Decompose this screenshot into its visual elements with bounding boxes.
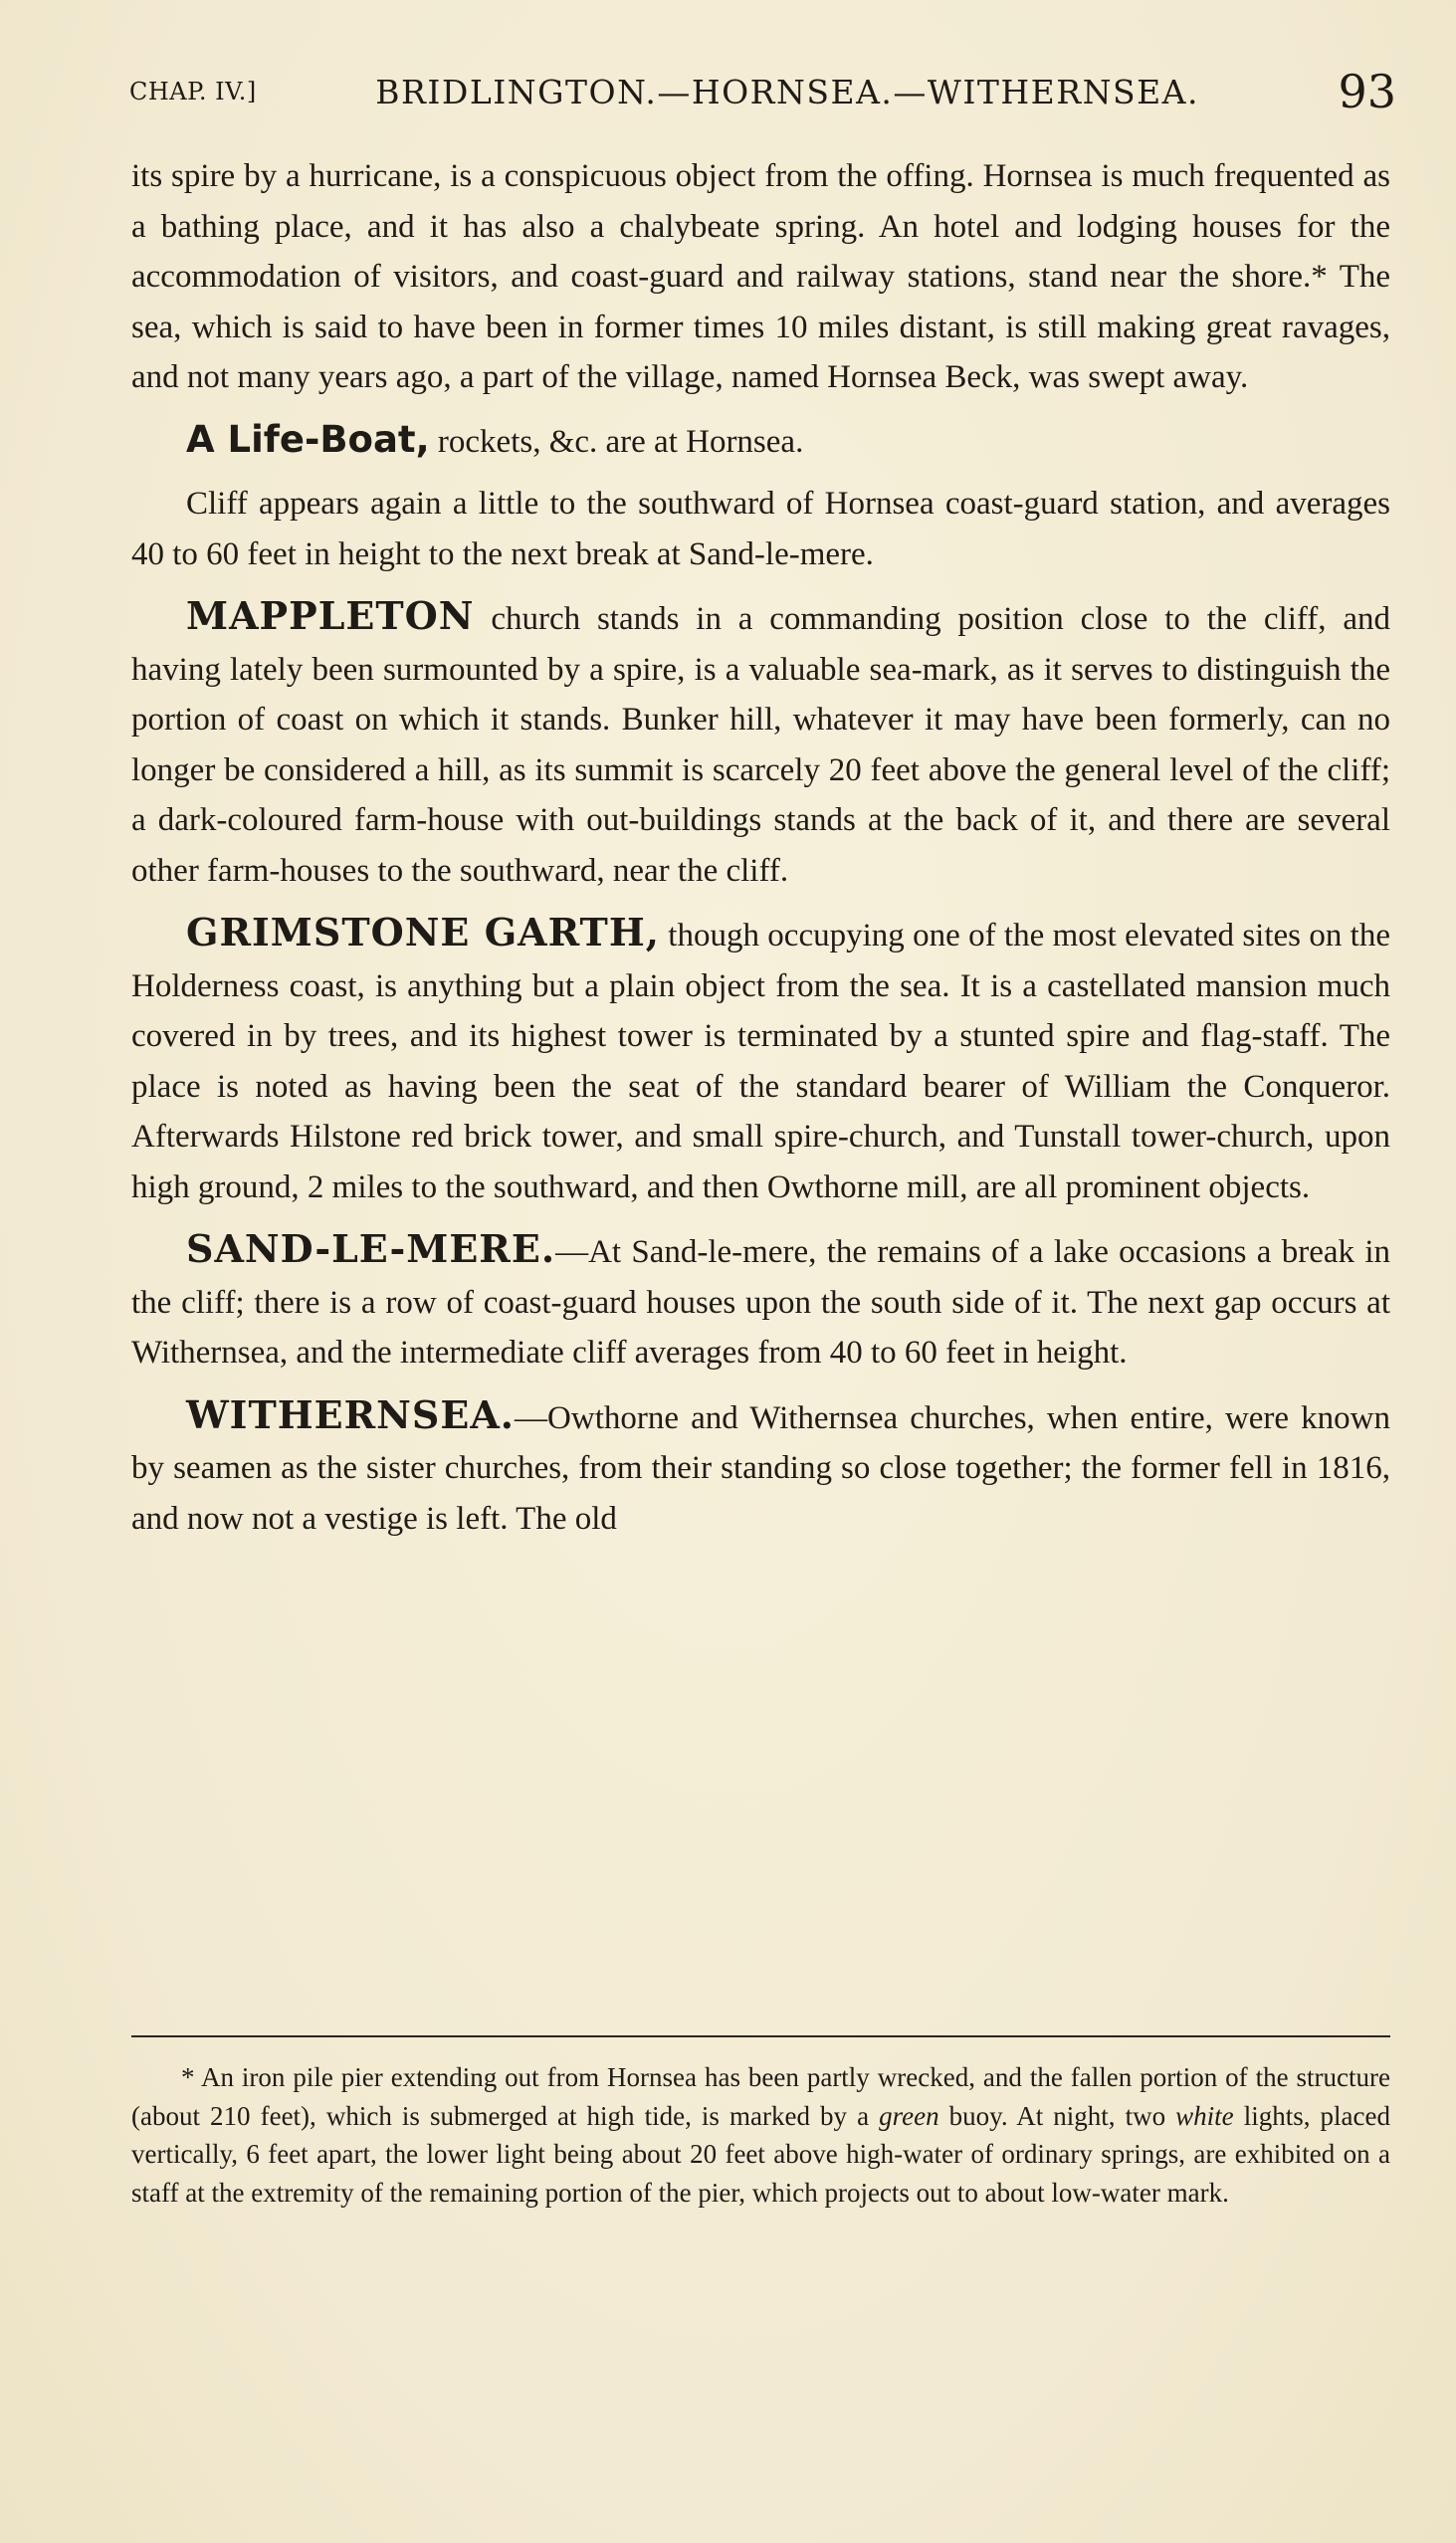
lead-mappleton: MAPPLETON bbox=[186, 593, 475, 638]
paragraph-withernsea-text: —Owthorne and Withernsea churches, when entire, were known by seamen as the sister churches, from their standing so close together; the former fell in 1816, and now not a vestige is left. The old bbox=[131, 1399, 1390, 1537]
footnote-text bbox=[131, 2058, 1390, 2212]
footnote-green: green bbox=[879, 2100, 939, 2131]
paragraph-withernsea bbox=[131, 1390, 1390, 1545]
footnote bbox=[131, 2058, 1390, 2212]
paragraph-life-boat-text: rockets, &c. are at Hornsea. bbox=[429, 423, 804, 460]
paragraph-grimstone-garth-text: though occupying one of the most elevated sites on the Holderness coast, is anything but a plain object from the sea. It is a castellated mansion much covered in by trees, and its highest tower is terminated by a stunted spire and flag-staff. The place is noted as having been the seat of the standard bearer of William the Conqueror. Afterwards Hilstone red brick tower, and small spire-church, and Tunstall tower-church, upon high ground, 2 miles to the southward, and then Owthorne mill, are all prominent objects. bbox=[131, 918, 1390, 1205]
footnote-white: white bbox=[1175, 2100, 1234, 2131]
footnote-part-2: buoy. At night, two bbox=[938, 2100, 1176, 2131]
lead-sand-le-mere: SAND-LE-MERE. bbox=[186, 1226, 556, 1271]
paragraph-grimstone-garth bbox=[131, 908, 1390, 1212]
lead-withernsea: WITHERNSEA. bbox=[186, 1391, 516, 1437]
paragraph-life-boat bbox=[131, 415, 1390, 468]
running-title: BRIDLINGTON.—HORNSEA.—WITHERNSEA. bbox=[375, 72, 1199, 111]
lead-life-boat: A Life-Boat, bbox=[186, 417, 430, 461]
footnote-part-3: lights, placed vertically, 6 feet apart, the lower light being about 20 feet above high-water of ordinary springs, are exhibited on a staff at the extremity of the remaining portion of the pier, which projects out to about low-water mark. bbox=[131, 2100, 1391, 2208]
paragraph-sand-le-mere-text: —At Sand-le-mere, the remains of a lake occasions a break in the cliff; there is a row of coast-guard houses upon the south side of it. The next gap occurs at Withernsea, and the intermediate cliff averages from 40 to 60 feet in height. bbox=[131, 1234, 1390, 1371]
paragraph-cliff: Cliff appears again a little to the southward of Hornsea coast-guard station, and averages 40 to 60 feet in height to the next break at Sand-le-mere. bbox=[131, 486, 1390, 572]
running-header bbox=[129, 62, 1396, 121]
footnote-part-1: * An iron pile pier extending out from Hornsea has been partly wrecked, and the fallen portion of the structure (about 210 feet), which is submerged at high tide, is marked by a bbox=[131, 2062, 1390, 2131]
paragraph-hornsea-continued: its spire by a hurricane, is a conspicuous object from the offing. Hornsea is much frequented as a bathing place, and it has also a chalybeate spring. An hotel and lodging houses for the accommodation of visitors, and coast-guard and railway stations, stand near the shore.* The sea, which is said to have been in former times 10 miles distant, is still making great ravages, and not many years ago, a part of the village, named Hornsea Beck, was swept away. bbox=[131, 158, 1390, 395]
paragraph-mappleton-text: church stands in a commanding position close to the cliff, and having lately been surmounted by a spire, is a valuable sea-mark, as it serves to distinguish the portion of coast on which it stands. Bunker hill, whatever it may have been formerly, can no longer be considered a hill, as its summit is scarcely 20 feet above the general level of the cliff; a dark-coloured farm-house with out-buildings stands at the back of it, and there are several other farm-houses to the southward, near the cliff. bbox=[131, 601, 1390, 889]
paragraph-mappleton bbox=[131, 591, 1390, 896]
body-text bbox=[131, 151, 1390, 1544]
chapter-label: CHAP. IV.] bbox=[129, 78, 257, 106]
page-number: 93 bbox=[1338, 65, 1396, 118]
footnote-divider bbox=[131, 2035, 1390, 2037]
paragraph-sand-le-mere bbox=[131, 1224, 1390, 1378]
lead-grimstone-garth: GRIMSTONE GARTH, bbox=[186, 910, 660, 954]
